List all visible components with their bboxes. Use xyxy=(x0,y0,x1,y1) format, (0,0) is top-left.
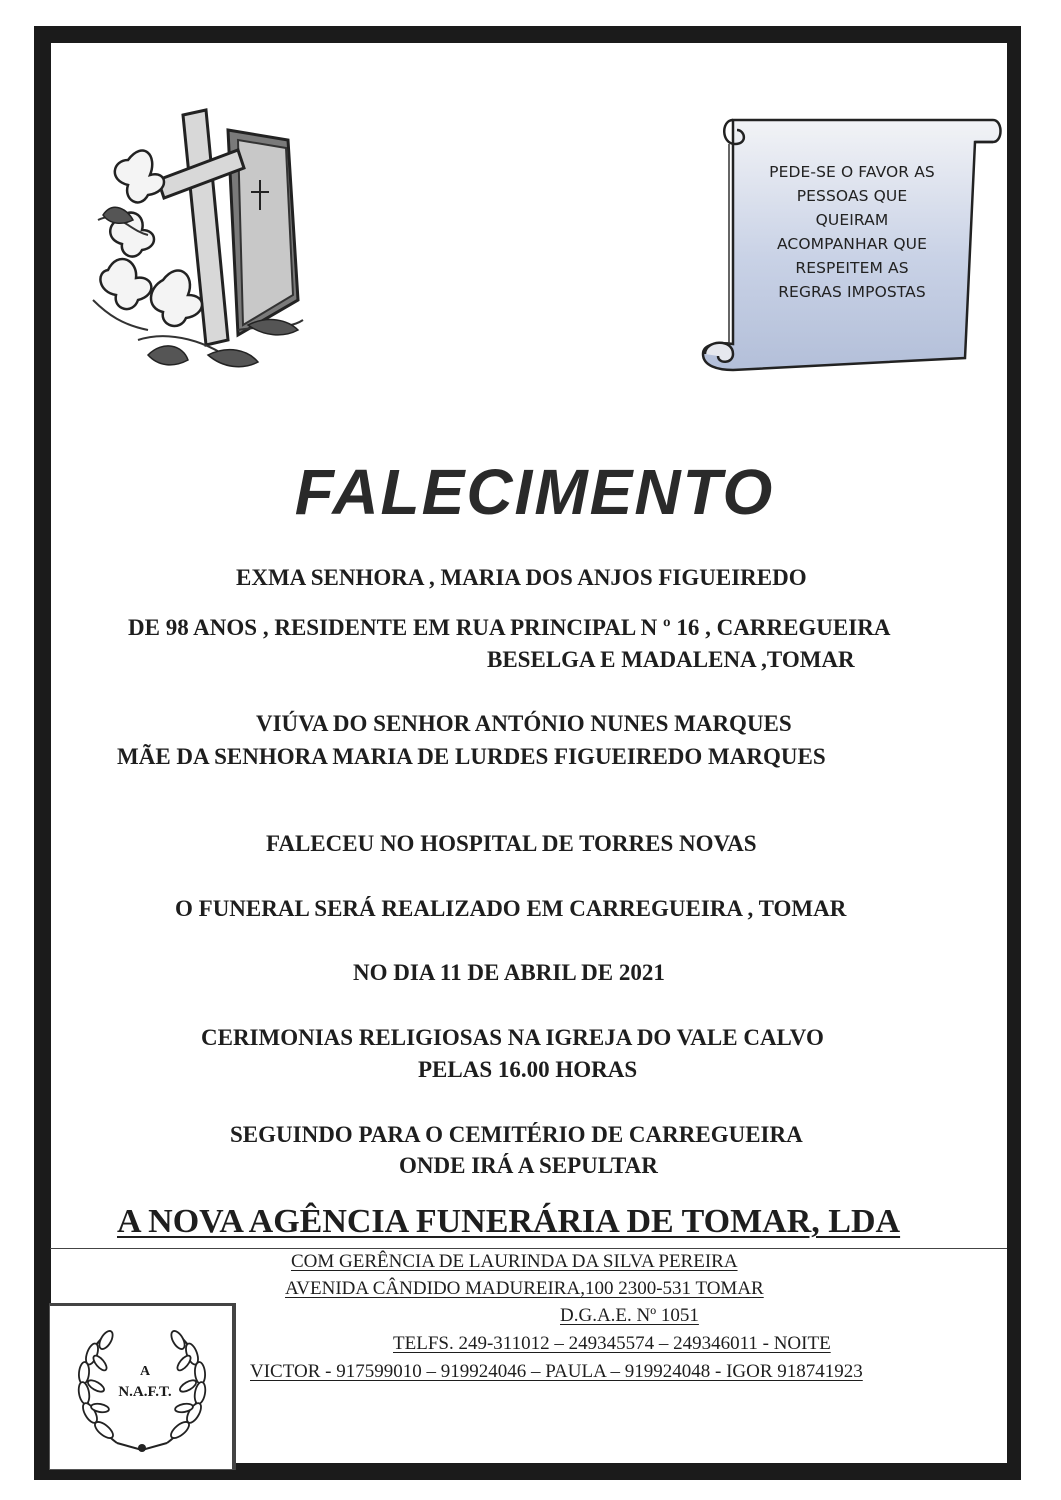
agency-phones: TELFS. 249-311012 – 249345574 – 249346011 - NOITE xyxy=(393,1333,831,1354)
ceremony-location: CERIMONIAS RELIGIOSAS NA IGREJA DO VALE CALVO xyxy=(201,1025,824,1050)
notice-line: PEDE-SE O FAVOR AS xyxy=(769,163,935,181)
funeral-date: NO DIA 11 DE ABRIL DE 2021 xyxy=(353,960,665,985)
funeral-location: O FUNERAL SERÁ REALIZADO EM CARREGUEIRA , TOMAR xyxy=(175,896,847,921)
notice-line: PESSOAS QUE xyxy=(796,187,908,205)
agency-night-contacts: VICTOR - 917599010 – 919924046 – PAULA – 919924048 - IGOR 918741923 xyxy=(250,1361,863,1382)
notice-line: REGRAS IMPOSTAS xyxy=(778,283,926,301)
agency-management: COM GERÊNCIA DE LAURINDA DA SILVA PEREIRA xyxy=(291,1251,738,1272)
burial-line: ONDE IRÁ A SEPULTAR xyxy=(399,1153,658,1178)
cross-lily-icon xyxy=(88,100,313,385)
notice-line: QUEIRAM xyxy=(815,211,889,229)
mother-of: MÃE DA SENHORA MARIA DE LURDES FIGUEIREDO MARQUES xyxy=(117,744,826,769)
age-residence: DE 98 ANOS , RESIDENTE EM RUA PRINCIPAL N º 16 , CARREGUEIRA xyxy=(128,615,891,640)
page-title: FALECIMENTO xyxy=(294,456,775,528)
death-place: FALECEU NO HOSPITAL DE TORRES NOVAS xyxy=(266,831,757,856)
divider xyxy=(50,1248,1007,1249)
ceremony-time: PELAS 16.00 HORAS xyxy=(418,1057,638,1082)
agency-name: A NOVA AGÊNCIA FUNERÁRIA DE TOMAR, LDA xyxy=(117,1203,901,1240)
cemetery-line: SEGUINDO PARA O CEMITÉRIO DE CARREGUEIRA xyxy=(230,1122,803,1147)
residence-place: BESELGA E MADALENA ,TOMAR xyxy=(487,647,855,672)
deceased-name: EXMA SENHORA , MARIA DOS ANJOS FIGUEIREDO xyxy=(236,565,807,590)
notice-line: ACOMPANHAR QUE xyxy=(777,235,927,253)
logo-text: N.A.F.T. xyxy=(118,1384,172,1400)
agency-address: AVENIDA CÂNDIDO MADUREIRA,100 2300-531 TOMAR xyxy=(285,1278,764,1299)
widow-of: VIÚVA DO SENHOR ANTÓNIO NUNES MARQUES xyxy=(256,711,792,736)
logo-letter: A xyxy=(139,1364,151,1379)
notice-line: RESPEITEM AS xyxy=(795,259,909,277)
notice-text xyxy=(750,160,954,304)
agency-dgae: D.G.A.E. Nº 1051 xyxy=(560,1305,699,1326)
